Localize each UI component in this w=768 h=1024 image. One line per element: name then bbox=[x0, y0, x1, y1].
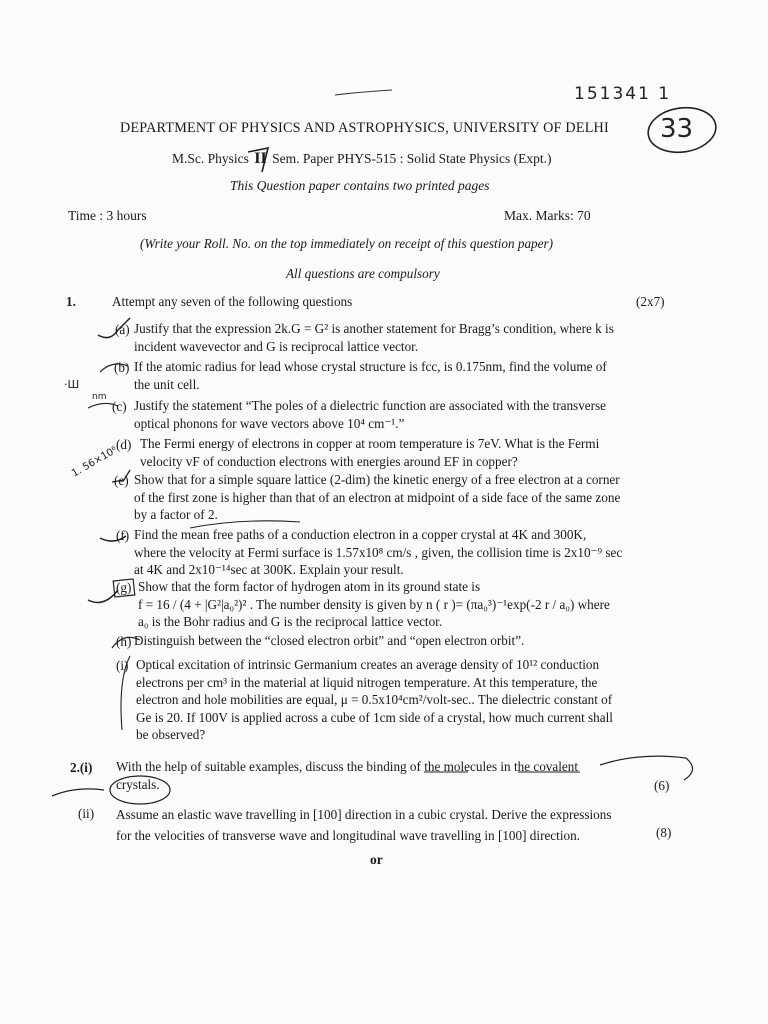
part-g-line-2: f = 16 / (4 + |G²|a₀²)² . The number density is given by n ( r )= (πa₀³)⁻¹exp(-2 r / a₀) where bbox=[138, 596, 610, 612]
part-i-line-1: Optical excitation of intrinsic Germanium creates an average density of 10¹² conduction bbox=[136, 657, 600, 672]
margin-note-c: nm bbox=[92, 392, 107, 402]
margin-note-e: 1. 56×10⁶ bbox=[70, 444, 120, 480]
part-d-line-1: The Fermi energy of electrons in copper at room temperature is 7eV. What is the Fermi bbox=[140, 436, 600, 451]
part-i-text bbox=[136, 656, 696, 744]
part-g-text bbox=[138, 578, 698, 631]
part-e-line-1: Show that for a simple square lattice (2-dim) the kinetic energy of a free electron at a corner bbox=[134, 472, 620, 487]
part-a-label: (a) bbox=[115, 322, 130, 337]
part-c-line-1: Justify the statement “The poles of a dielectric function are associated with the transverse bbox=[134, 398, 607, 413]
part-f-line-2: where the velocity at Fermi surface is 1.57x10⁸ cm/s , given, the collision time is 2x10⁻⁹ sec bbox=[134, 544, 623, 560]
part-i-label: (i) bbox=[116, 658, 129, 673]
part-e-text bbox=[134, 471, 694, 524]
part-h-line-1: Distinguish between the “closed electron orbit” and “open electron orbit”. bbox=[134, 633, 525, 648]
part-g-line-1: Show that the form factor of hydrogen atom in its ground state is bbox=[138, 579, 481, 594]
part-a-line-2: incident wavevector and G is reciprocal lattice vector. bbox=[134, 338, 419, 354]
q2-ii-line-1: Assume an elastic wave travelling in [100] direction in a cubic crystal. Derive the expressions bbox=[116, 807, 612, 822]
part-a-line-1: Justify that the expression 2k.G = G² is another statement for Bragg’s condition, where k is bbox=[134, 321, 614, 336]
part-e-line-3: by a factor of 2. bbox=[134, 507, 218, 522]
part-d-text bbox=[140, 435, 700, 470]
part-i-line-4: Ge is 20. If 100V is applied across a cube of 1cm side of a crystal, how much current shall bbox=[136, 709, 613, 725]
roll-number-instruction: (Write your Roll. No. on the top immediately on receipt of this question paper) bbox=[140, 236, 554, 251]
q2-ii-line-2: for the velocities of transverse wave and longitudinal wave travelling in [100] direction. bbox=[116, 828, 580, 843]
course-line bbox=[172, 150, 551, 168]
course-prefix: M.Sc. Physics bbox=[172, 151, 249, 166]
part-f-label: (f) bbox=[116, 528, 130, 543]
question-2-part-ii-text bbox=[116, 804, 696, 846]
part-c-label: (c) bbox=[112, 399, 127, 414]
part-f-line-3: at 4K and 2x10⁻¹⁴sec at 300K. Explain your result. bbox=[134, 562, 404, 577]
department-heading: DEPARTMENT OF PHYSICS AND ASTROPHYSICS, UNIVERSITY OF DELHI bbox=[120, 120, 609, 136]
part-b-label: (b) bbox=[114, 360, 130, 375]
q2-i-line-1: With the help of suitable examples, discuss the binding of the molecules in the covalent bbox=[116, 759, 579, 774]
part-f-text bbox=[134, 526, 694, 579]
part-b-text bbox=[134, 358, 694, 393]
question-2-part-ii-marks: (8) bbox=[656, 825, 672, 840]
part-d-label: (d) bbox=[116, 437, 132, 452]
question-2-part-i-number: 2.(i) bbox=[70, 760, 93, 775]
part-e-label: (e) bbox=[114, 473, 129, 488]
question-2-part-ii-label: (ii) bbox=[78, 806, 95, 821]
compulsory-note: All questions are compulsory bbox=[286, 266, 440, 281]
pages-note: This Question paper contains two printed pages bbox=[230, 178, 490, 193]
semester-number: II bbox=[254, 150, 267, 167]
part-c-line-2: optical phonons for wave vectors above 10⁴ cm⁻¹.” bbox=[134, 415, 405, 431]
part-h-text bbox=[134, 632, 694, 650]
part-b-line-2: the unit cell. bbox=[134, 376, 200, 392]
course-suffix: Sem. Paper PHYS-515 : Solid State Physics (Expt.) bbox=[272, 151, 552, 166]
max-marks: Max. Marks: 70 bbox=[504, 208, 591, 223]
q2-i-line-2: crystals. bbox=[116, 776, 160, 792]
question-2-part-i-text bbox=[116, 758, 688, 793]
part-c-text bbox=[134, 397, 694, 432]
marks-obtained-handwritten: 33 bbox=[660, 114, 694, 144]
part-h-label: (h) bbox=[116, 634, 132, 649]
part-i-line-2: electrons per cm³ in the material at liquid nitrogen temperature. At this temperature, the bbox=[136, 674, 598, 690]
or-separator: or bbox=[370, 852, 383, 867]
roll-number-handwritten: 151341 1 bbox=[574, 84, 672, 104]
question-1-instruction: Attempt any seven of the following questions bbox=[112, 294, 353, 309]
part-g-label: (g) bbox=[116, 580, 132, 595]
margin-note-b: ·Ш bbox=[64, 378, 80, 391]
part-d-line-2: velocity vF of conduction electrons with energies around EF in copper? bbox=[140, 453, 518, 469]
part-a-text bbox=[134, 320, 694, 355]
question-1-number: 1. bbox=[66, 294, 76, 309]
question-1-marks: (2x7) bbox=[636, 294, 665, 309]
time-allowed: Time : 3 hours bbox=[68, 208, 147, 223]
part-g-line-3: a₀ is the Bohr radius and G is the reciprocal lattice vector. bbox=[138, 614, 443, 629]
part-i-line-3: electron and hole mobilities are equal, μ = 0.5x10⁴cm²/volt-sec.. The dielectric constant of bbox=[136, 692, 613, 707]
part-f-line-1: Find the mean free paths of a conduction electron in a copper crystal at 4K and 300K, bbox=[134, 527, 587, 542]
part-e-line-2: of the first zone is higher than that of an electron at midpoint of a side face of the same zone bbox=[134, 489, 621, 505]
part-b-line-1: If the atomic radius for lead whose crystal structure is fcc, is 0.175nm, find the volume of bbox=[134, 359, 607, 374]
question-2-part-i-marks: (6) bbox=[654, 778, 670, 793]
part-i-line-5: be observed? bbox=[136, 727, 206, 742]
